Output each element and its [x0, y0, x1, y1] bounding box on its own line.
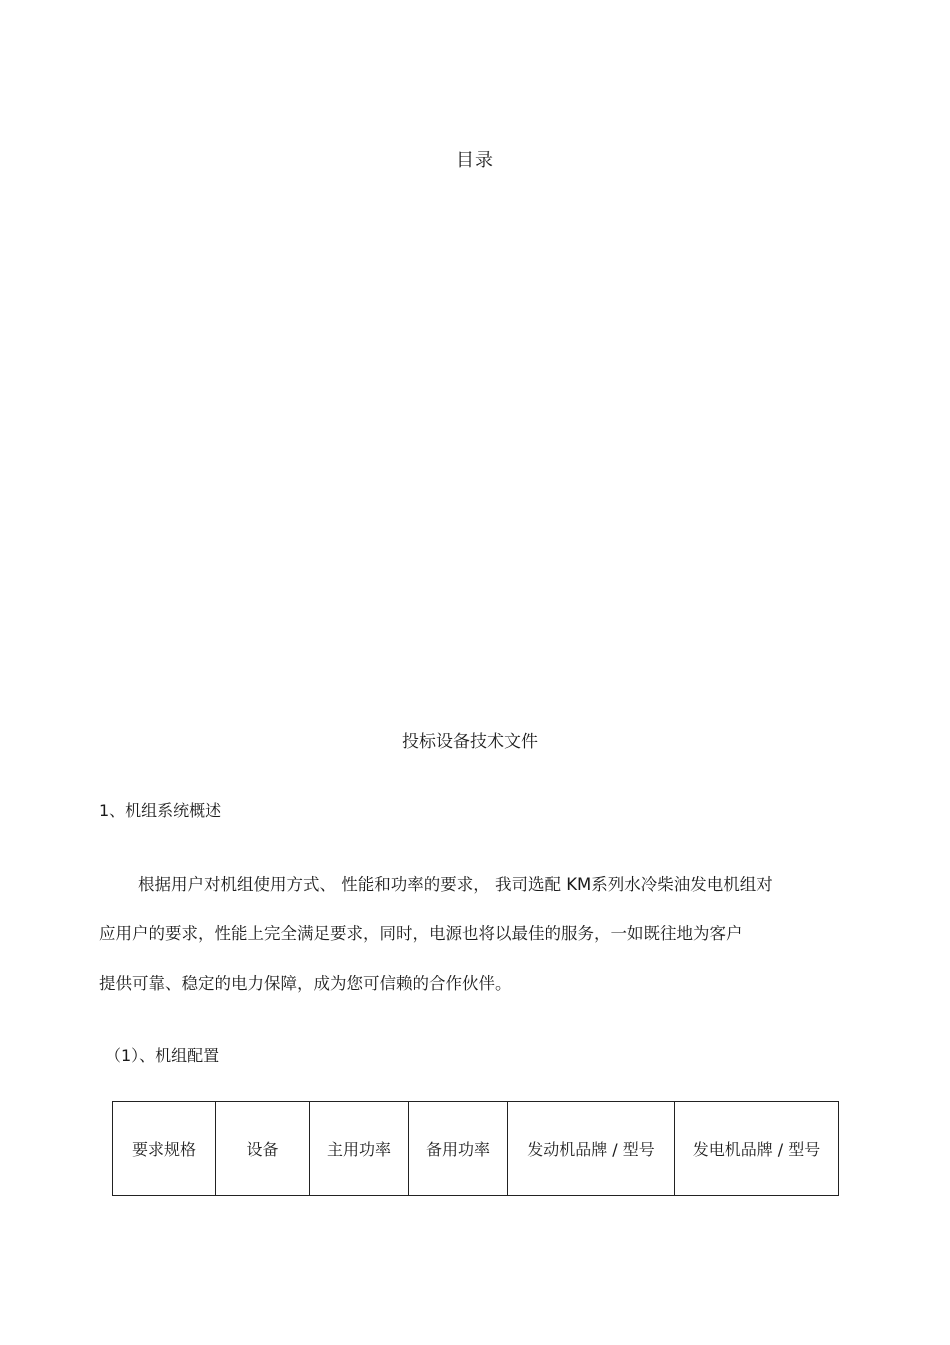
paragraph-line-3: 提供可靠、稳定的电力保障，成为您可信赖的合作伙伴。 [99, 974, 512, 993]
document-title: 投标设备技术文件 [402, 732, 538, 752]
paragraph-line-2: 应用户的要求，性能上完全满足要求，同时，电源也将以最佳的服务，一如既往地为客户 [99, 924, 743, 943]
table-header-cell: 备用功率 [409, 1102, 508, 1196]
table-header-cell: 发电机品牌 / 型号 [675, 1102, 839, 1196]
table-header-row [113, 1102, 839, 1196]
paragraph-line-1: 根据用户对机组使用方式、 性能和功率的要求， 我司选配 KM系列水冷柴油发电机组对 [138, 875, 773, 894]
subsection-heading: （1）、机组配置 [105, 1046, 220, 1065]
table-header-cell: 设备 [216, 1102, 310, 1196]
config-table [112, 1101, 839, 1196]
table-header-cell: 主用功率 [310, 1102, 409, 1196]
table-header-cell: 发动机品牌 / 型号 [508, 1102, 675, 1196]
table-header-cell: 要求规格 [113, 1102, 216, 1196]
toc-title: 目录 [456, 150, 494, 171]
section-heading: 1、机组系统概述 [99, 801, 222, 820]
